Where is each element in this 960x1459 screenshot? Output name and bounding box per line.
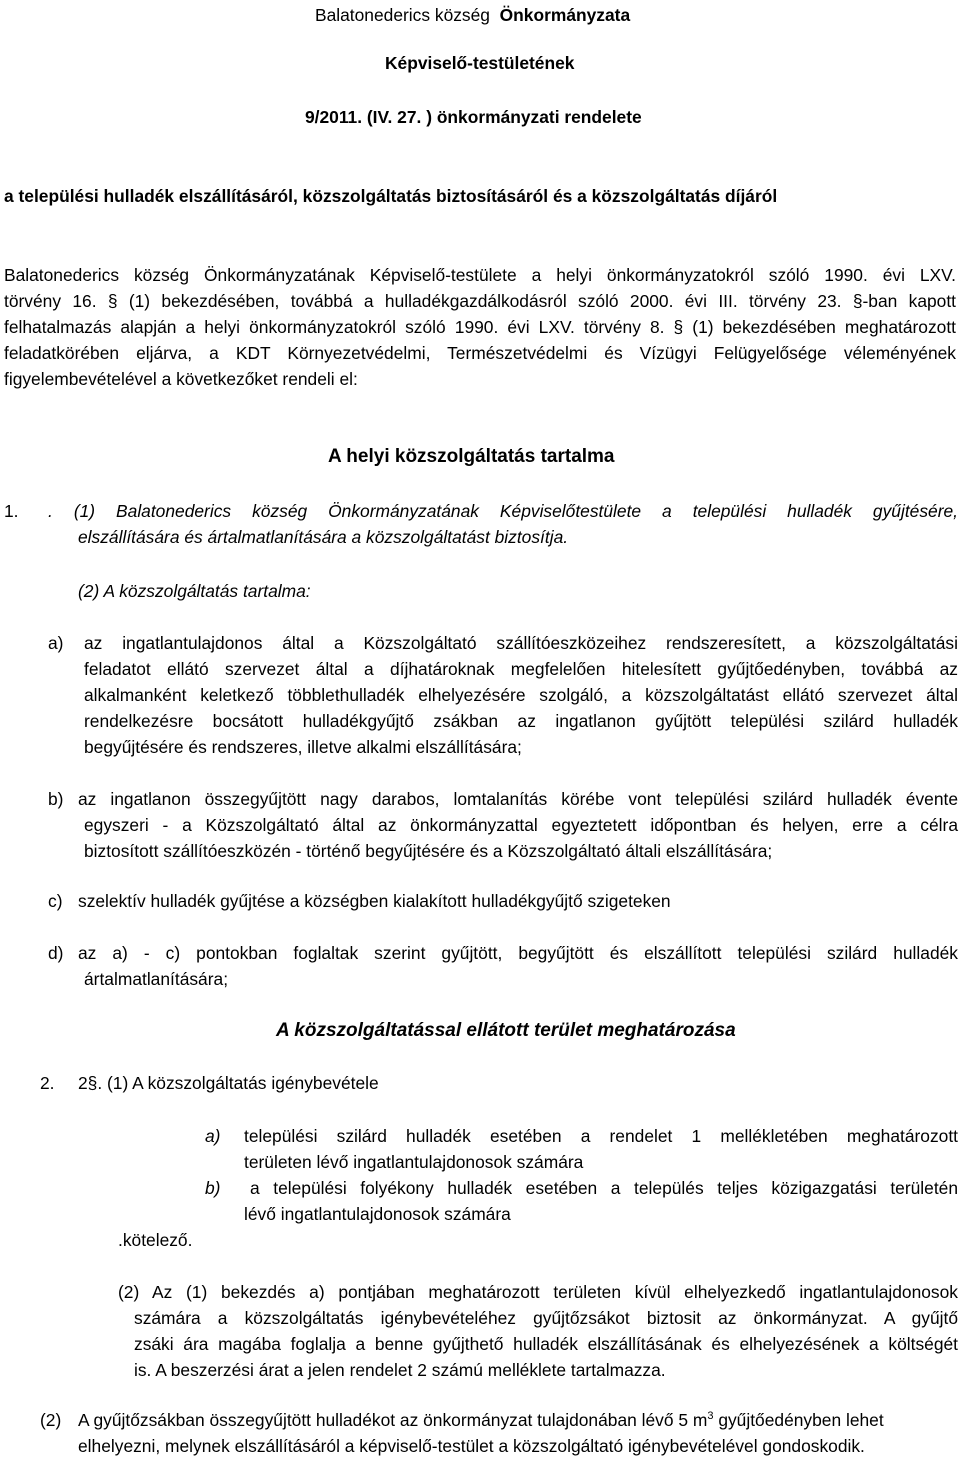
section2-para2-line: is. A beszerzési árat a jelen rendelet 2 számú melléklete tartalmazza. — [134, 1360, 666, 1380]
item-a-label: a) — [48, 633, 64, 653]
item-b-line: biztosított szállítóeszközén - történő begyűjtésére és a Közszolgáltató általi elszállítására; — [84, 841, 773, 861]
item-d-line: ártalmatlanítására; — [84, 969, 229, 989]
section2-title: 2§. (1) A közszolgáltatás igénybevétele — [78, 1073, 379, 1093]
section2-para3-line: elhelyezni, melynek elszállításáról a képviselő-testület a közszolgáltató igénybevételével gondoskodik. — [78, 1436, 865, 1456]
preamble-line: figyelembevételével a következőket rendeli el: — [4, 369, 358, 389]
section2-para2-line: számára a közszolgáltatás igénybevételéhez gyűjtőzsákot biztosit az önkormányzat. A gyűjtő — [134, 1308, 958, 1328]
section2-para2-line: (2) Az (1) bekezdés a) pontjában meghatározott területen kívül elhelyezkedő ingatlantulajdonosok — [118, 1282, 958, 1302]
item-a-line: rendelkezésre bocsátott hulladékgyűjtő zsákban az ingatlanon gyűjtött települési szilárd hulladék — [84, 711, 958, 731]
sub-b-line: lévő ingatlantulajdonosok számára — [244, 1204, 511, 1224]
section2-heading: A közszolgáltatással ellátott terület meghatározása — [276, 1020, 736, 1041]
superscript-3: 3 — [707, 1410, 714, 1423]
section1-para1-line: . (1) Balatonederics község Önkormányzatának Képviselőtestülete a települési hulladék gyűjtésére, — [48, 501, 958, 521]
section1-number: 1. — [4, 501, 19, 521]
item-c-label: c) — [48, 891, 63, 911]
preamble-line: törvény 16. § (1) bekezdésében, továbbá a hulladékgazdálkodásról szóló 2000. évi III. törvény 23. §-ban kapott — [4, 291, 956, 311]
header-municipality — [315, 2, 630, 28]
sub-a-label: a) — [205, 1126, 221, 1146]
sub-b-label: b) — [205, 1178, 221, 1198]
item-a-line: alkalmanként keletkező többlethulladék elhelyezésére szolgáló, a közszolgáltatást ellátó szervezet által — [84, 685, 958, 705]
sub-b-line: a települési folyékony hulladék esetében a település teljes közigazgatási területén — [250, 1178, 958, 1198]
sub-a-line: települési szilárd hulladék esetében a rendelet 1 mellékletében meghatározott — [244, 1126, 958, 1146]
mandatory-note: .kötelező. — [118, 1230, 193, 1250]
item-a-line: az ingatlantulajdonos által a Közszolgáltató szállítóeszközeihez rendszeresített, a közszolgáltatási — [84, 633, 958, 653]
item-a-line: begyűjtésére és rendszeres, illetve alkalmi elszállítására; — [84, 737, 522, 757]
header-decree-title: a települési hulladék elszállításáról, közszolgáltatás biztosításáról és a közszolgáltatás díjáról — [4, 186, 778, 206]
header-decree-number: 9/2011. (IV. 27. ) önkormányzati rendelete — [305, 107, 642, 127]
section1-heading: A helyi közszolgáltatás tartalma — [328, 446, 615, 467]
header-municipality-name: Balatonederics község — [315, 5, 490, 25]
item-a-line: feladatot ellátó szervezet által a díjhatároknak megfelelően hitelesített gyűjtőedényben, továbbá az — [84, 659, 958, 679]
section1-para2: (2) A közszolgáltatás tartalma: — [78, 581, 311, 601]
sub-a-line: területen lévő ingatlantulajdonosok számára — [244, 1152, 584, 1172]
item-b-line: az ingatlanon összegyűjtött nagy darabos, lomtalanítás körébe vont települési szilárd hulladék évente — [78, 789, 958, 809]
section2-para3-line — [78, 1407, 884, 1433]
header-municipality-org: Önkormányzata — [499, 5, 631, 25]
preamble-line: felhatalmazás alapján a helyi önkormányzatokról szóló 1990. évi LXV. törvény 8. § (1) bekezdésében meghatározott — [4, 317, 956, 337]
section2-para3-text-b: gyűjtőedényben lehet — [713, 1410, 884, 1430]
section1-para1-line: elszállítására és ártalmatlanítására a közszolgáltatást biztosítja. — [78, 527, 569, 547]
item-d-line: az a) - c) pontokban foglaltak szerint gyűjtött, begyűjtött és elszállított települési szilárd hulladék — [78, 943, 958, 963]
section2-number: 2. — [40, 1073, 55, 1093]
item-b-line: egyszeri - a Közszolgáltató által az önkormányzattal egyeztetett időpontban és helyen, erre a célra — [84, 815, 958, 835]
preamble-line: Balatonederics község Önkormányzatának Képviselő-testülete a helyi önkormányzatokról szóló 1990. évi LXV. — [4, 265, 956, 285]
header-body: Képviselő-testületének — [385, 53, 575, 73]
section2-para3-text-a: A gyűjtőzsákban összegyűjtött hulladékot az önkormányzat tulajdonában lévő 5 m — [78, 1410, 708, 1430]
item-c-line: szelektív hulladék gyűjtése a községben kialakított hulladékgyűjtő szigeteken — [78, 891, 671, 911]
section2-para2-line: zsáki ára magába foglalja a benne gyűjthető hulladék elszállításának és elhelyezésének a költségét — [134, 1334, 958, 1354]
section2-para3-number: (2) — [40, 1410, 62, 1430]
item-d-label: d) — [48, 943, 64, 963]
item-b-label: b) — [48, 789, 64, 809]
preamble-line: feladatkörében eljárva, a KDT Környezetvédelmi, Természetvédelmi és Vízügyi Felügyelősége véleményének — [4, 343, 956, 363]
